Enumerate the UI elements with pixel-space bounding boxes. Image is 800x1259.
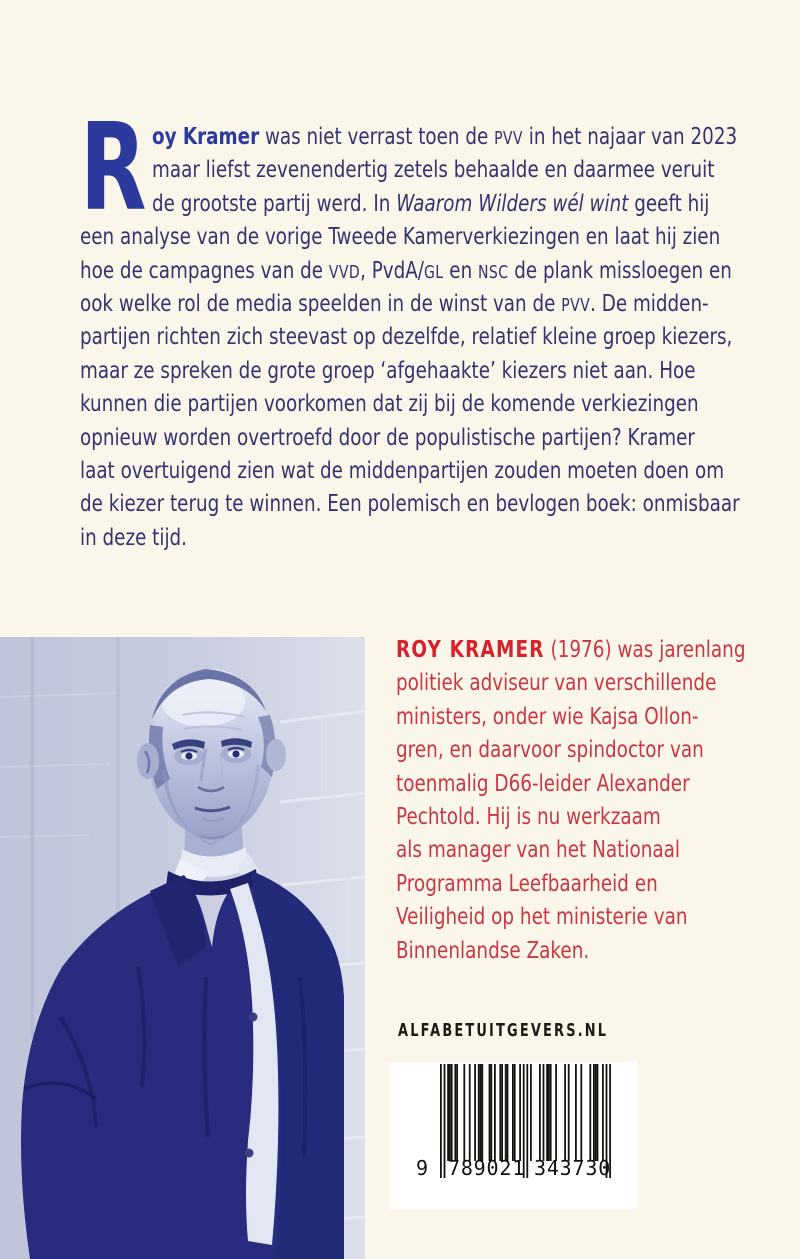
bio-line: Programma Leefbaarheid en [396,870,658,897]
blurb-line: maar liefst zevenendertig zetels behaalde en daarmee veruit [152,155,715,184]
bio-line: ministers, onder wie Kajsa Ollon- [396,703,699,730]
blurb-line: opnieuw worden overtroefd door de populistische partijen? Kramer [80,422,695,451]
bio-line: Veiligheid op het ministerie van [396,904,688,931]
bio-line: Pechtold. Hij is nu werkzaam [396,803,661,830]
blurb-line: maar ze spreken de grote groep ‘afgehaakte’ kiezers niet aan. Hoe [80,355,696,384]
blurb-line: de kiezer terug te winnen. Een polemisch en bevlogen boek: onmisbaar [80,489,740,518]
drop-cap: R [80,99,147,238]
isbn-digit-group: 343730 [534,1156,612,1180]
author-bio [396,634,756,968]
isbn-digit-group: 789021 [448,1156,526,1180]
blurb-line: laat overtuigend zien wat de middenpartijen zouden moeten doen om [80,455,725,484]
blurb-line: een analyse van de vorige Tweede Kamerverkiezingen en laat hij zien [80,222,721,251]
blurb-line: de grootste partij werd. In Waarom Wilders wél wint geeft hij [152,188,710,217]
barcode [390,1062,637,1209]
bio-line: Binnenlandse Zaken. [396,937,590,964]
bio-line: toenmalig D66-leider Alexander [396,770,690,797]
author-photo [0,637,365,1259]
blurb-line: partijen richten zich steevast op dezelfde, relatief kleine groep kiezers, [80,322,733,351]
bio-line: politiek adviseur van verschillende [396,670,717,697]
blurb-line: hoe de campagnes van de VVD, PvdA/GL en NSC de plank missloegen en [80,255,732,284]
isbn-digit-group: 9 [416,1156,429,1180]
blurb-paragraph [80,99,740,554]
publisher-url: ALFABETUITGEVERS.NL [398,1020,609,1041]
blurb-line: kunnen die partijen voorkomen dat zij bij de komende verkiezingen [80,389,699,418]
bio-line: als manager van het Nationaal [396,837,681,864]
blurb-line: ook welke rol de media speelden in de winst van de PVV. De midden- [80,288,709,317]
blurb-line: oy Kramer was niet verrast toen de PVV in het najaar van 2023 [152,122,738,150]
bio-line: ROY KRAMER (1976) was jarenlang [396,637,746,663]
blurb-line: in deze tijd. [80,522,188,551]
bio-line: gren, en daarvoor spindoctor van [396,737,704,764]
